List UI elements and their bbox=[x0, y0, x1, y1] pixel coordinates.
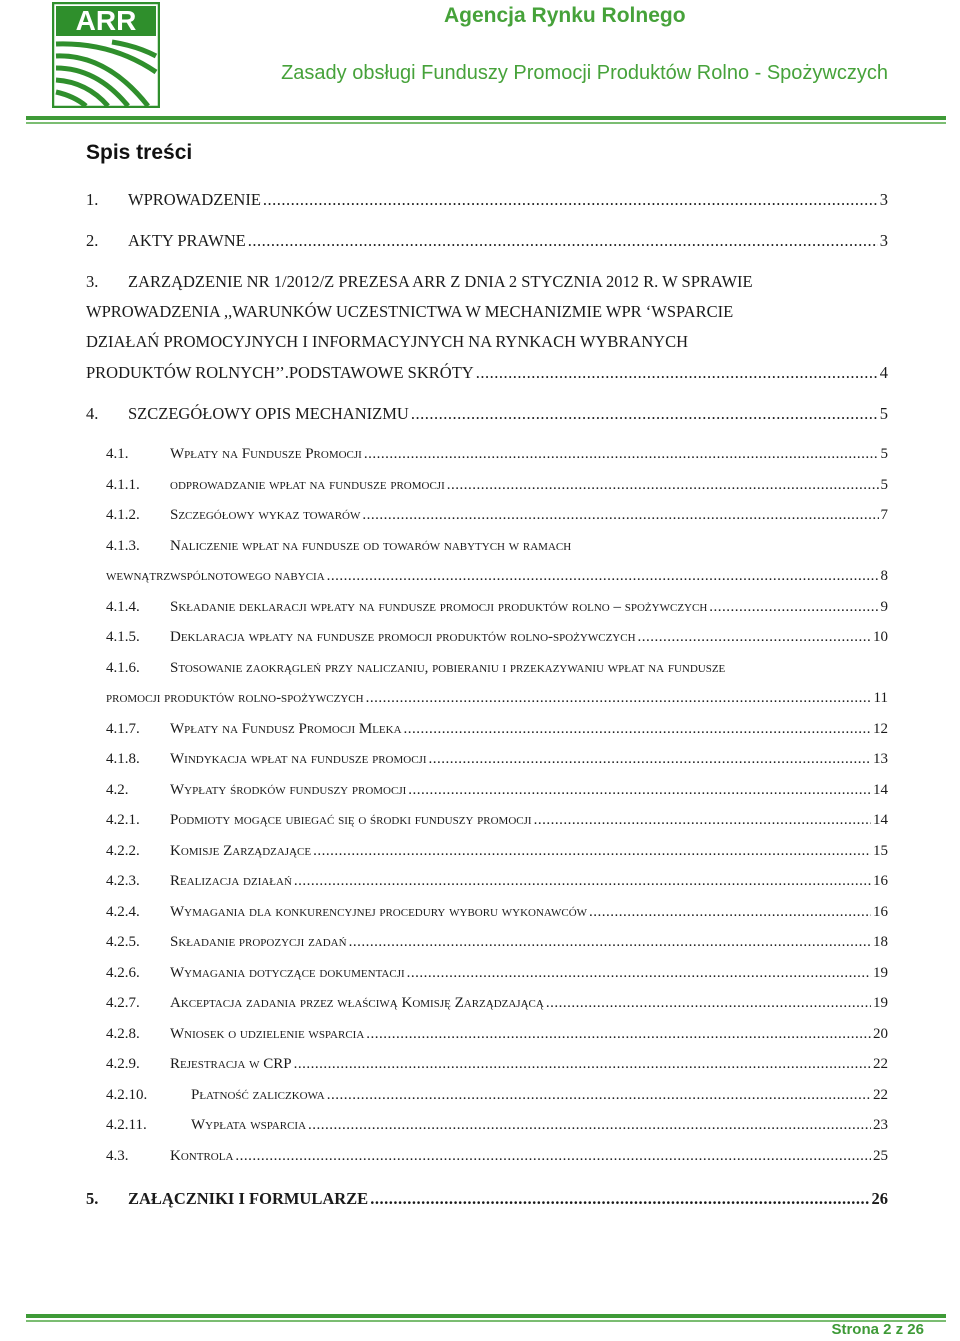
toc-entry-4-3[interactable] bbox=[106, 1148, 888, 1165]
toc-entry-page: 26 bbox=[871, 1189, 888, 1208]
toc-leader bbox=[411, 404, 878, 424]
toc-entry-text: Składanie deklaracji wpłaty na fundusze promocji produktów rolno – spożywczych bbox=[170, 599, 708, 615]
toc-leader bbox=[263, 190, 878, 210]
toc-entry-4-1-3-line1[interactable] bbox=[106, 538, 888, 555]
toc-entry-number: 4.1.3. bbox=[106, 538, 140, 554]
toc-leader bbox=[370, 1189, 869, 1209]
toc-entry-4-2-3[interactable] bbox=[106, 873, 888, 890]
toc-entry-text: Stosowanie zaokrągleń przy naliczaniu, pobieraniu i przekazywaniu wpłat na fundusze bbox=[170, 660, 726, 676]
toc-entry-4-2-10[interactable] bbox=[106, 1087, 888, 1104]
toc-entry-4-2-1[interactable] bbox=[106, 812, 888, 829]
toc-entry-number: 4.2.6. bbox=[106, 965, 140, 981]
toc-entry-text: Realizacja działań bbox=[170, 873, 292, 889]
toc-entry-text: Wymagania dotyczące dokumentacji bbox=[170, 965, 405, 981]
toc-entry-page: 9 bbox=[880, 599, 888, 615]
toc-entry-page: 7 bbox=[880, 507, 888, 523]
toc-entry-4[interactable] bbox=[86, 404, 888, 424]
toc-leader bbox=[366, 690, 872, 707]
toc-entry-page: 5 bbox=[879, 404, 888, 423]
toc-entry-text: AKTY PRAWNE bbox=[128, 231, 246, 250]
toc-entry-text: promocji produktów rolno-spożywczych bbox=[106, 690, 364, 706]
toc-entry-text: Akceptacja zadania przez właściwą Komisję Zarządzającą bbox=[170, 995, 544, 1011]
toc-leader bbox=[546, 995, 871, 1012]
toc-title: Spis treści bbox=[86, 141, 193, 164]
toc-entry-page: 10 bbox=[873, 629, 888, 645]
toc-leader bbox=[308, 1117, 871, 1134]
toc-entry-4-1-8[interactable] bbox=[106, 751, 888, 768]
toc-entry-4-2-6[interactable] bbox=[106, 965, 888, 982]
toc-entry-4-2-5[interactable] bbox=[106, 934, 888, 951]
toc-entry-number: 4. bbox=[86, 404, 99, 423]
toc-entry-text: Wypłaty środków funduszy promocji bbox=[170, 782, 407, 798]
toc-entry-page: 25 bbox=[873, 1148, 888, 1164]
toc-entry-page: 15 bbox=[873, 843, 888, 859]
toc-entry-page: 8 bbox=[880, 568, 888, 584]
toc-leader bbox=[349, 934, 871, 951]
toc-leader bbox=[327, 1087, 871, 1104]
toc-leader bbox=[364, 446, 879, 463]
toc-leader bbox=[447, 477, 879, 494]
document-title: Zasady obsługi Funduszy Promocji Produktów Rolno - Spożywczych bbox=[281, 62, 888, 84]
toc-entry-page: 14 bbox=[873, 812, 888, 828]
toc-entry-number: 4.1.5. bbox=[106, 629, 140, 645]
toc-entry-number: 4.1.4. bbox=[106, 599, 140, 615]
toc-entry-page: 14 bbox=[873, 782, 888, 798]
toc-entry-3-line4[interactable] bbox=[86, 363, 888, 383]
toc-entry-text: PRODUKTÓW ROLNYCH’’.PODSTAWOWE SKRÓTY bbox=[86, 363, 474, 382]
toc-leader bbox=[327, 568, 879, 585]
toc-entry-page: 16 bbox=[873, 873, 888, 889]
toc-entry-page: 22 bbox=[873, 1087, 888, 1103]
toc-entry-page: 19 bbox=[873, 965, 888, 981]
toc-entry-4-1[interactable] bbox=[106, 446, 888, 463]
toc-entry-page: 13 bbox=[873, 751, 888, 767]
toc-leader bbox=[408, 782, 871, 799]
toc-entry-text: Komisje Zarządzające bbox=[170, 843, 312, 859]
toc-entry-number: 2. bbox=[86, 231, 99, 250]
toc-entry-number: 4.1.8. bbox=[106, 751, 140, 767]
toc-entry-text: odprowadzanie wpłat na fundusze promocji bbox=[170, 477, 445, 493]
toc-entry-text: Deklaracja wpłaty na fundusze promocji produktów rolno-spożywczych bbox=[170, 629, 636, 645]
toc-entry-text: Wymagania dla konkurencyjnej procedury wyboru wykonawców bbox=[170, 904, 588, 920]
toc-leader bbox=[407, 965, 871, 982]
toc-entry-text: Szczegółowy wykaz towarów bbox=[170, 507, 361, 523]
toc-entry-page: 3 bbox=[879, 231, 888, 250]
toc-entry-3-line2: WPROWADZENIA ,,WARUNKÓW UCZESTNICTWA W MECHANIZMIE WPR ‘WSPARCIE bbox=[86, 302, 734, 321]
toc-entry-number: 1. bbox=[86, 190, 99, 209]
toc-leader bbox=[638, 629, 871, 646]
page-number: Strona 2 z 26 bbox=[831, 1321, 924, 1338]
toc-entry-4-1-3-line2[interactable] bbox=[106, 568, 888, 585]
toc-entry-number: 4.2.8. bbox=[106, 1026, 140, 1042]
toc-entry-4-2[interactable] bbox=[106, 782, 888, 799]
toc-entry-4-2-11[interactable] bbox=[106, 1117, 888, 1134]
arr-logo bbox=[52, 2, 160, 108]
toc-entry-4-2-7[interactable] bbox=[106, 995, 888, 1012]
toc-entry-text: SZCZEGÓŁOWY OPIS MECHANIZMU bbox=[128, 404, 409, 423]
toc-entry-3-line3: DZIAŁAŃ PROMOCYJNYCH I INFORMACYJNYCH NA RYNKACH WYBRANYCH bbox=[86, 332, 689, 351]
toc-entry-text: Kontrola bbox=[170, 1148, 234, 1164]
toc-entry-page: 4 bbox=[879, 363, 888, 382]
toc-leader bbox=[235, 1148, 871, 1165]
toc-entry-page: 5 bbox=[880, 446, 888, 462]
toc-entry-5[interactable] bbox=[86, 1189, 888, 1209]
toc-leader bbox=[476, 363, 878, 383]
toc-entry-number: 4.2.11. bbox=[106, 1117, 147, 1133]
toc-entry-number: 4.2.4. bbox=[106, 904, 140, 920]
toc-leader bbox=[366, 1026, 871, 1043]
toc-entry-4-2-2[interactable] bbox=[106, 843, 888, 860]
footer-rule bbox=[26, 1314, 946, 1318]
toc-leader bbox=[294, 1056, 871, 1073]
toc-entry-page: 18 bbox=[873, 934, 888, 950]
page-header bbox=[0, 0, 960, 128]
toc-entry-text: wewnątrzwspólnotowego nabycia bbox=[106, 568, 325, 584]
toc-entry-text: Windykacja wpłat na fundusze promocji bbox=[170, 751, 427, 767]
toc-entry-4-1-1[interactable] bbox=[106, 477, 888, 494]
toc-entry-4-1-2[interactable] bbox=[106, 507, 888, 524]
toc-leader bbox=[313, 843, 871, 860]
toc-entry-text: WPROWADZENIE bbox=[128, 190, 261, 209]
toc-entry-number: 4.2.5. bbox=[106, 934, 140, 950]
toc-leader bbox=[248, 231, 878, 251]
toc-entry-number: 4.2.3. bbox=[106, 873, 140, 889]
toc-entry-text: ZAŁĄCZNIKI I FORMULARZE bbox=[128, 1189, 369, 1208]
toc-entry-number: 4.1. bbox=[106, 446, 129, 462]
toc-entry-text: Wpłaty na Fundusz Promocji Mleka bbox=[170, 721, 402, 737]
toc-leader bbox=[709, 599, 878, 616]
toc-entry-text: ZARZĄDZENIE NR 1/2012/Z PREZESA ARR Z DNIA 2 STYCZNIA 2012 R. W SPRAWIE bbox=[128, 272, 753, 291]
toc-entry-number: 4.2.9. bbox=[106, 1056, 140, 1072]
toc-entry-number: 5. bbox=[86, 1189, 99, 1208]
toc-entry-page: 20 bbox=[873, 1026, 888, 1042]
toc-entry-number: 4.1.7. bbox=[106, 721, 140, 737]
toc-entry-text: Wypłata wsparcia bbox=[191, 1117, 307, 1133]
logo-text: ARR bbox=[75, 5, 137, 36]
toc-leader bbox=[589, 904, 871, 921]
toc-entry-4-1-6-line1[interactable] bbox=[106, 660, 888, 677]
toc-leader bbox=[429, 751, 871, 768]
toc-entry-page: 12 bbox=[873, 721, 888, 737]
toc-entry-text: Wniosek o udzielenie wsparcia bbox=[170, 1026, 365, 1042]
toc-entry-3-line1[interactable] bbox=[86, 272, 888, 292]
toc-entry-text: Płatność zaliczkowa bbox=[191, 1087, 325, 1103]
toc-entry-number: 4.2. bbox=[106, 782, 129, 798]
toc-entry-number: 4.2.7. bbox=[106, 995, 140, 1011]
toc-entry-page: 11 bbox=[873, 690, 888, 706]
toc-entry-page: 23 bbox=[873, 1117, 888, 1133]
toc-entry-number: 4.1.2. bbox=[106, 507, 140, 523]
toc-leader bbox=[362, 507, 878, 524]
toc-entry-text: Podmioty mogące ubiegać się o środki funduszy promocji bbox=[170, 812, 532, 828]
agency-name: Agencja Rynku Rolnego bbox=[444, 4, 686, 27]
toc-entry-text: Rejestracja w CRP bbox=[170, 1056, 292, 1072]
toc-leader bbox=[534, 812, 871, 829]
toc-entry-text: Naliczenie wpłat na fundusze od towarów nabytych w ramach bbox=[170, 538, 572, 554]
toc-entry-text: Składanie propozycji zadań bbox=[170, 934, 347, 950]
toc-entry-page: 19 bbox=[873, 995, 888, 1011]
toc-entry-page: 22 bbox=[873, 1056, 888, 1072]
toc-entry-4-2-8[interactable] bbox=[106, 1026, 888, 1043]
toc-entry-page: 16 bbox=[873, 904, 888, 920]
toc-entry-2[interactable] bbox=[86, 231, 888, 251]
toc-entry-4-1-4[interactable] bbox=[106, 599, 888, 616]
toc-entry-number: 4.3. bbox=[106, 1148, 129, 1164]
toc-leader bbox=[294, 873, 871, 890]
toc-entry-4-1-6-line2[interactable] bbox=[106, 690, 888, 707]
toc-entry-4-2-4[interactable] bbox=[106, 904, 888, 921]
toc-entry-page: 3 bbox=[879, 190, 888, 209]
toc-entry-4-2-9[interactable] bbox=[106, 1056, 888, 1073]
toc-entry-4-1-5[interactable] bbox=[106, 629, 888, 646]
header-rule-thin bbox=[26, 122, 946, 124]
toc-entry-text: Wpłaty na Fundusze Promocji bbox=[170, 446, 362, 462]
toc-entry-number: 4.1.6. bbox=[106, 660, 140, 676]
footer-rule-thin bbox=[26, 1320, 946, 1322]
toc-entry-number: 4.2.1. bbox=[106, 812, 140, 828]
toc-entry-page: 5 bbox=[880, 477, 888, 493]
toc-entry-number: 4.1.1. bbox=[106, 477, 140, 493]
toc-entry-number: 4.2.2. bbox=[106, 843, 140, 859]
toc-entry-1[interactable] bbox=[86, 190, 888, 210]
toc-leader bbox=[404, 721, 871, 738]
toc-entry-4-1-7[interactable] bbox=[106, 721, 888, 738]
toc-entry-number: 3. bbox=[86, 272, 99, 291]
header-rule bbox=[26, 116, 946, 120]
toc-entry-number: 4.2.10. bbox=[106, 1087, 148, 1103]
